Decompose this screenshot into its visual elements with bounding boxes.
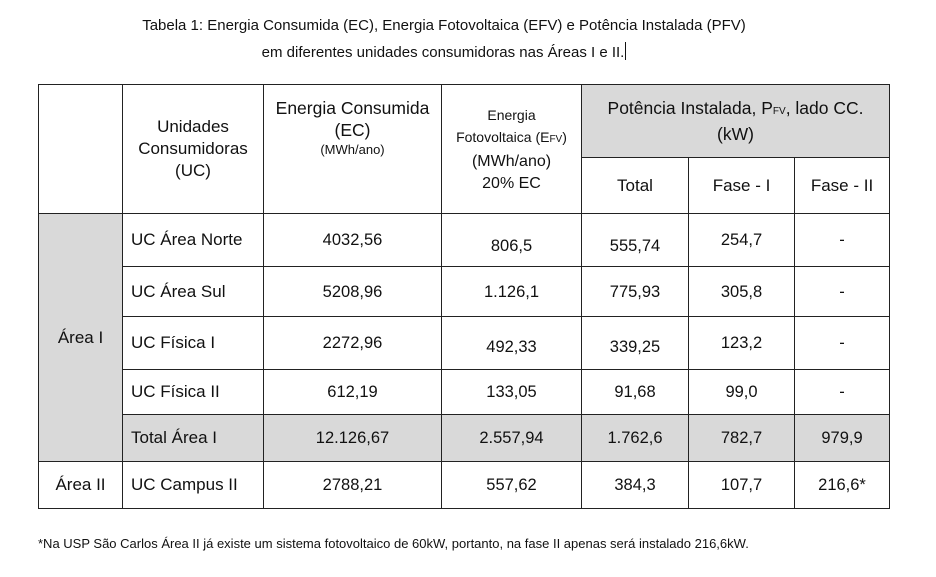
row-fase2: -: [795, 370, 890, 415]
header-uc-line2: Consumidoras: [138, 139, 248, 158]
header-uc-line3: (UC): [175, 161, 211, 180]
row-uc: UC Física I: [123, 317, 264, 370]
header-efv-line1: Energia: [487, 106, 536, 123]
total-fase1: 782,7: [689, 415, 795, 462]
row-fase1: 123,2: [689, 317, 795, 370]
text-cursor: [625, 42, 626, 60]
row-fase2: 216,6*: [795, 462, 890, 509]
header-pot-unit: (kW): [717, 124, 754, 144]
caption-line2-text: em diferentes unidades consumidoras nas Áreas I e II.: [261, 44, 625, 61]
total-total: 1.762,6: [582, 415, 689, 462]
table-row: [39, 317, 890, 370]
total-uc: Total Área I: [123, 415, 264, 462]
header-ec-unit: (MWh/ano): [320, 142, 385, 157]
footnote: *Na USP São Carlos Área II já existe um sistema fotovoltaico de 60kW, portanto, na fase II apenas será instalado 216,6kW.: [38, 536, 749, 551]
row-fase1: 107,7: [689, 462, 795, 509]
header-potencia: [582, 85, 890, 158]
row-ec: 2788,21: [264, 462, 442, 509]
header-total: Total: [582, 158, 689, 214]
row-uc: UC Área Sul: [123, 267, 264, 317]
header-efv-pct: 20% EC: [482, 174, 541, 192]
header-uc-line1: Unidades: [157, 117, 229, 136]
table-row: [39, 370, 890, 415]
header-area-empty: [39, 85, 123, 214]
row-ec: 612,19: [264, 370, 442, 415]
row-total: 555,74: [582, 214, 689, 267]
row-fase1: 305,8: [689, 267, 795, 317]
header-ec-line2: (EC): [334, 120, 371, 140]
header-efv-line2-post: ): [562, 128, 567, 145]
row-uc: UC Área Norte: [123, 214, 264, 267]
row-uc: UC Física II: [123, 370, 264, 415]
row-total: 339,25: [582, 317, 689, 370]
table-row: [39, 267, 890, 317]
row-ec: 2272,96: [264, 317, 442, 370]
header-efv-line2-pre: Fotovoltaica (E: [456, 128, 550, 145]
header-ec-line1: Energia Consumida: [275, 98, 430, 118]
header-efv-sub: FV: [549, 133, 563, 145]
total-ec: 12.126,67: [264, 415, 442, 462]
row-efv: 133,05: [442, 370, 582, 415]
table-caption-line2: [0, 40, 912, 66]
row-total: 91,68: [582, 370, 689, 415]
row-efv: 492,33: [442, 317, 582, 370]
row-ec: 5208,96: [264, 267, 442, 317]
total-row: [39, 415, 890, 462]
row-fase2: -: [795, 214, 890, 267]
row-fase1: 254,7: [689, 214, 795, 267]
header-fase1: Fase - I: [689, 158, 795, 214]
row-efv: 557,62: [442, 462, 582, 509]
header-pot-post: , lado CC.: [785, 98, 864, 118]
header-fase2: Fase - II: [795, 158, 890, 214]
area1-label: Área I: [39, 214, 123, 462]
table-row: [39, 214, 890, 267]
area2-label: Área II: [39, 462, 123, 509]
header-pot-sub: FV: [772, 106, 786, 117]
header-efv-unit: (MWh/ano): [471, 152, 552, 170]
total-efv: 2.557,94: [442, 415, 582, 462]
row-efv: 1.126,1: [442, 267, 582, 317]
header-uc: [123, 85, 264, 214]
row-total: 775,93: [582, 267, 689, 317]
row-fase2: -: [795, 267, 890, 317]
header-pot-pre: Potência Instalada, P: [607, 98, 773, 118]
table-caption-line1: Tabela 1: Energia Consumida (EC), Energia Fotovoltaica (EFV) e Potência Instalada (PFV): [142, 17, 746, 34]
header-ec: [264, 85, 442, 214]
row-ec: 4032,56: [264, 214, 442, 267]
header-efv: [442, 85, 582, 214]
row-fase1: 99,0: [689, 370, 795, 415]
energy-table: [38, 84, 890, 509]
row-uc: UC Campus II: [123, 462, 264, 509]
row-fase2: -: [795, 317, 890, 370]
row-total: 384,3: [582, 462, 689, 509]
total-fase2: 979,9: [795, 415, 890, 462]
row-efv: 806,5: [442, 214, 582, 267]
table-row: [39, 462, 890, 509]
